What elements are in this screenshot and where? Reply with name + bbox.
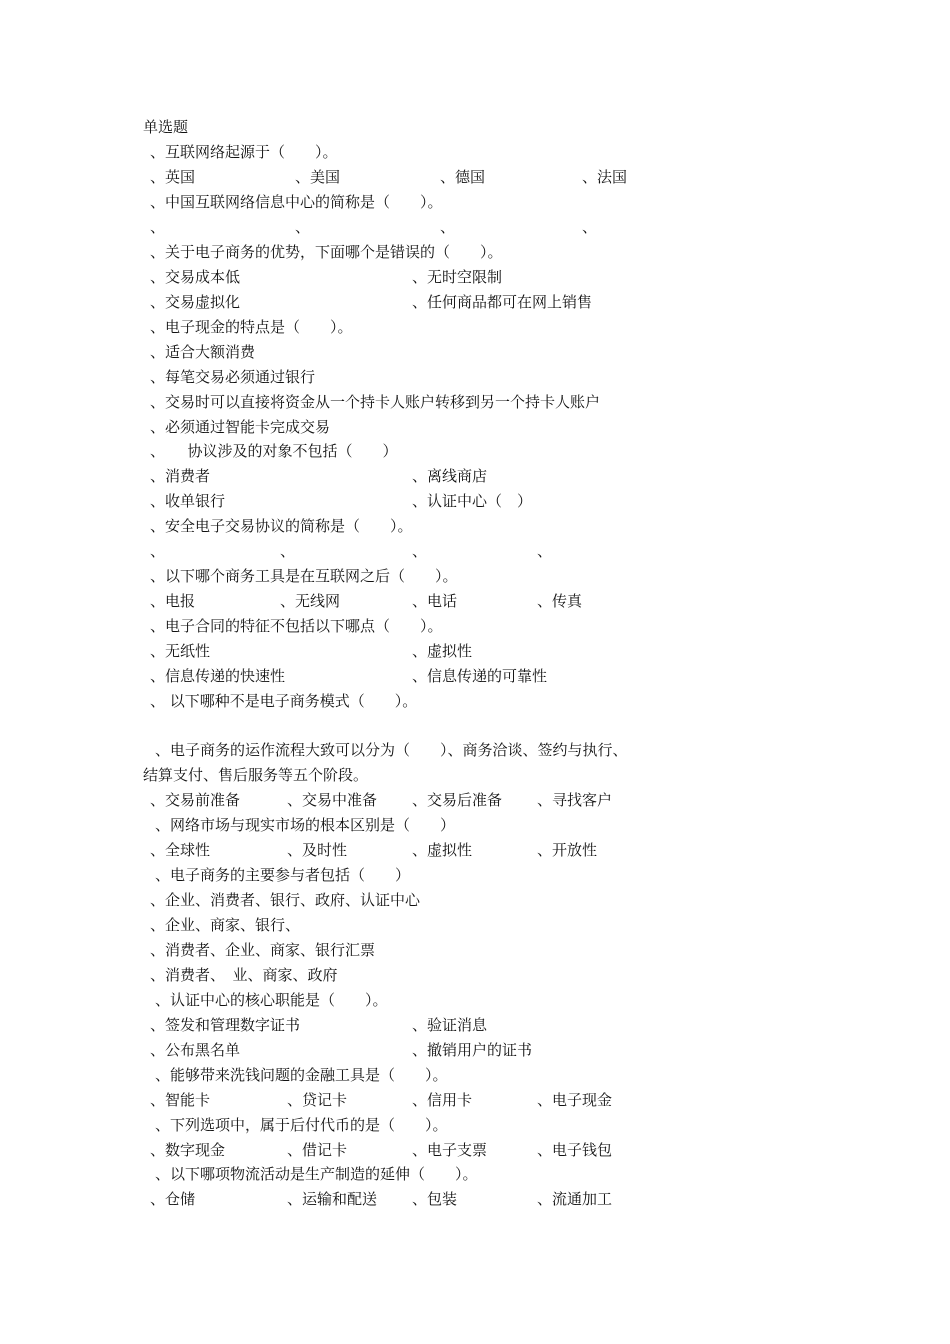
text-segment: 、电子商务的主要参与者包括（ ） — [155, 866, 411, 884]
text-segment: 、信息传递的可靠性 — [412, 667, 548, 685]
text-segment: 、交易后准备 — [412, 791, 503, 809]
text-segment: 、网络市场与现实市场的根本区别是（ ） — [155, 816, 456, 834]
text-line — [0, 191, 950, 213]
text-segment: 、安全电子交易协议的简称是（ ）。 — [150, 517, 413, 535]
text-line — [0, 341, 950, 363]
text-segment: 、数字现金 — [150, 1141, 226, 1159]
text-segment: 、开放性 — [537, 841, 598, 859]
text-line — [0, 540, 950, 562]
text-segment: 、运输和配送 — [287, 1190, 378, 1208]
text-segment: 、德国 — [440, 168, 486, 186]
text-segment: 、消费者、企业、商家、银行汇票 — [150, 941, 376, 959]
text-segment: 、交易前准备 — [150, 791, 241, 809]
text-line — [0, 889, 950, 911]
text-segment: 、以下哪项物流活动是生产制造的延伸（ ）。 — [155, 1165, 478, 1183]
text-segment: 、电子商务的运作流程大致可以分为（ ）、商务洽谈、签约与执行、 — [155, 741, 628, 759]
text-line — [0, 864, 950, 886]
text-line — [0, 1114, 950, 1136]
text-line — [0, 565, 950, 587]
text-segment: 、信用卡 — [412, 1091, 473, 1109]
text-segment: 、 — [150, 218, 166, 236]
text-line — [0, 640, 950, 662]
text-line — [0, 964, 950, 986]
text-line — [0, 391, 950, 413]
text-line — [0, 490, 950, 512]
text-segment: 、 协议涉及的对象不包括（ ） — [150, 442, 398, 460]
text-segment: 、无线网 — [280, 592, 341, 610]
text-segment: 、传真 — [537, 592, 583, 610]
text-segment: 、交易虚拟化 — [150, 293, 241, 311]
text-segment: 、以下哪个商务工具是在互联网之后（ ）。 — [150, 567, 458, 585]
text-segment: 、仓储 — [150, 1190, 196, 1208]
text-segment: 、每笔交易必须通过银行 — [150, 368, 316, 386]
text-segment: 、公布黑名单 — [150, 1041, 241, 1059]
text-segment: 、虚拟性 — [412, 841, 473, 859]
text-segment: 、全球性 — [150, 841, 211, 859]
text-segment: 、 — [295, 218, 311, 236]
text-line — [0, 1064, 950, 1086]
text-line — [0, 366, 950, 388]
text-segment: 、 — [582, 218, 598, 236]
text-segment: 、电子合同的特征不包括以下哪点（ ）。 — [150, 617, 443, 635]
text-line — [0, 789, 950, 811]
text-line — [0, 914, 950, 936]
text-segment: 、 — [537, 542, 553, 560]
text-segment: 、能够带来洗钱问题的金融工具是（ ）。 — [155, 1066, 448, 1084]
text-segment: 、虚拟性 — [412, 642, 473, 660]
text-line — [0, 1163, 950, 1185]
text-segment: 、 — [440, 218, 456, 236]
text-line — [0, 416, 950, 438]
section-heading-text: 单选题 — [143, 118, 189, 136]
text-segment: 、认证中心（ ） — [412, 492, 533, 510]
text-segment: 、寻找客户 — [537, 791, 613, 809]
text-line — [0, 440, 950, 462]
text-line — [0, 690, 950, 712]
text-line — [0, 216, 950, 238]
text-segment: 、包装 — [412, 1190, 458, 1208]
text-line — [0, 465, 950, 487]
text-segment: 、及时性 — [287, 841, 348, 859]
text-segment: 、借记卡 — [287, 1141, 348, 1159]
text-line — [0, 316, 950, 338]
text-segment: 、消费者 — [150, 467, 211, 485]
text-segment: 、任何商品都可在网上销售 — [412, 293, 593, 311]
text-segment: 、企业、商家、银行、 — [150, 916, 301, 934]
text-segment: 、英国 — [150, 168, 196, 186]
text-segment: 、企业、消费者、银行、政府、认证中心 — [150, 891, 421, 909]
text-line — [0, 1188, 950, 1210]
text-segment: 、电话 — [412, 592, 458, 610]
text-line — [0, 739, 950, 761]
text-segment: 、电报 — [150, 592, 196, 610]
text-line — [0, 166, 950, 188]
text-segment: 、电子现金 — [537, 1091, 613, 1109]
text-segment: 、流通加工 — [537, 1190, 613, 1208]
text-segment: 、 — [280, 542, 296, 560]
text-line — [0, 1014, 950, 1036]
text-segment: 、互联网络起源于（ ）。 — [150, 143, 338, 161]
text-line — [0, 615, 950, 637]
text-segment: 、贷记卡 — [287, 1091, 348, 1109]
text-segment: 、收单银行 — [150, 492, 226, 510]
text-segment: 、消费者、 业、商家、政府 — [150, 966, 338, 984]
text-line — [0, 241, 950, 263]
section-heading — [143, 116, 189, 138]
text-segment: 、验证消息 — [412, 1016, 488, 1034]
text-segment: 、电子钱包 — [537, 1141, 613, 1159]
text-segment: 、交易时可以直接将资金从一个持卡人账户转移到另一个持卡人账户 — [150, 393, 601, 411]
text-segment: 、适合大额消费 — [150, 343, 256, 361]
text-line — [0, 1139, 950, 1161]
text-line — [0, 665, 950, 687]
text-line — [0, 939, 950, 961]
text-line — [0, 141, 950, 163]
text-segment: 、交易中准备 — [287, 791, 378, 809]
text-line — [0, 1039, 950, 1061]
text-segment: 、下列选项中，属于后付代币的是（ ）。 — [155, 1116, 448, 1134]
text-segment: 、中国互联网络信息中心的简称是（ ）。 — [150, 193, 443, 211]
text-segment: 、离线商店 — [412, 467, 488, 485]
text-segment: 、电子支票 — [412, 1141, 488, 1159]
text-line — [0, 590, 950, 612]
text-segment: 、交易成本低 — [150, 268, 241, 286]
text-segment: 、关于电子商务的优势，下面哪个是错误的（ ）。 — [150, 243, 503, 261]
text-segment: 、必须通过智能卡完成交易 — [150, 418, 331, 436]
text-segment: 结算支付、售后服务等五个阶段。 — [143, 766, 369, 784]
text-line — [0, 291, 950, 313]
text-segment: 、智能卡 — [150, 1091, 211, 1109]
text-segment: 、电子现金的特点是（ ）。 — [150, 318, 353, 336]
text-segment: 、撤销用户的证书 — [412, 1041, 533, 1059]
text-segment: 、无纸性 — [150, 642, 211, 660]
text-segment: 、无时空限制 — [412, 268, 503, 286]
text-line — [0, 1089, 950, 1111]
text-segment: 、信息传递的快速性 — [150, 667, 286, 685]
text-line — [0, 989, 950, 1011]
text-segment: 、 — [412, 542, 428, 560]
text-line — [0, 515, 950, 537]
text-segment: 、 — [150, 542, 166, 560]
text-segment: 、法国 — [582, 168, 628, 186]
text-segment: 、认证中心的核心职能是（ ）。 — [155, 991, 388, 1009]
text-line — [0, 266, 950, 288]
text-segment: 、 以下哪种不是电子商务模式（ ）。 — [150, 692, 418, 710]
text-segment: 、签发和管理数字证书 — [150, 1016, 301, 1034]
text-line — [0, 839, 950, 861]
text-segment: 、美国 — [295, 168, 341, 186]
text-line — [0, 764, 950, 786]
text-line — [0, 814, 950, 836]
